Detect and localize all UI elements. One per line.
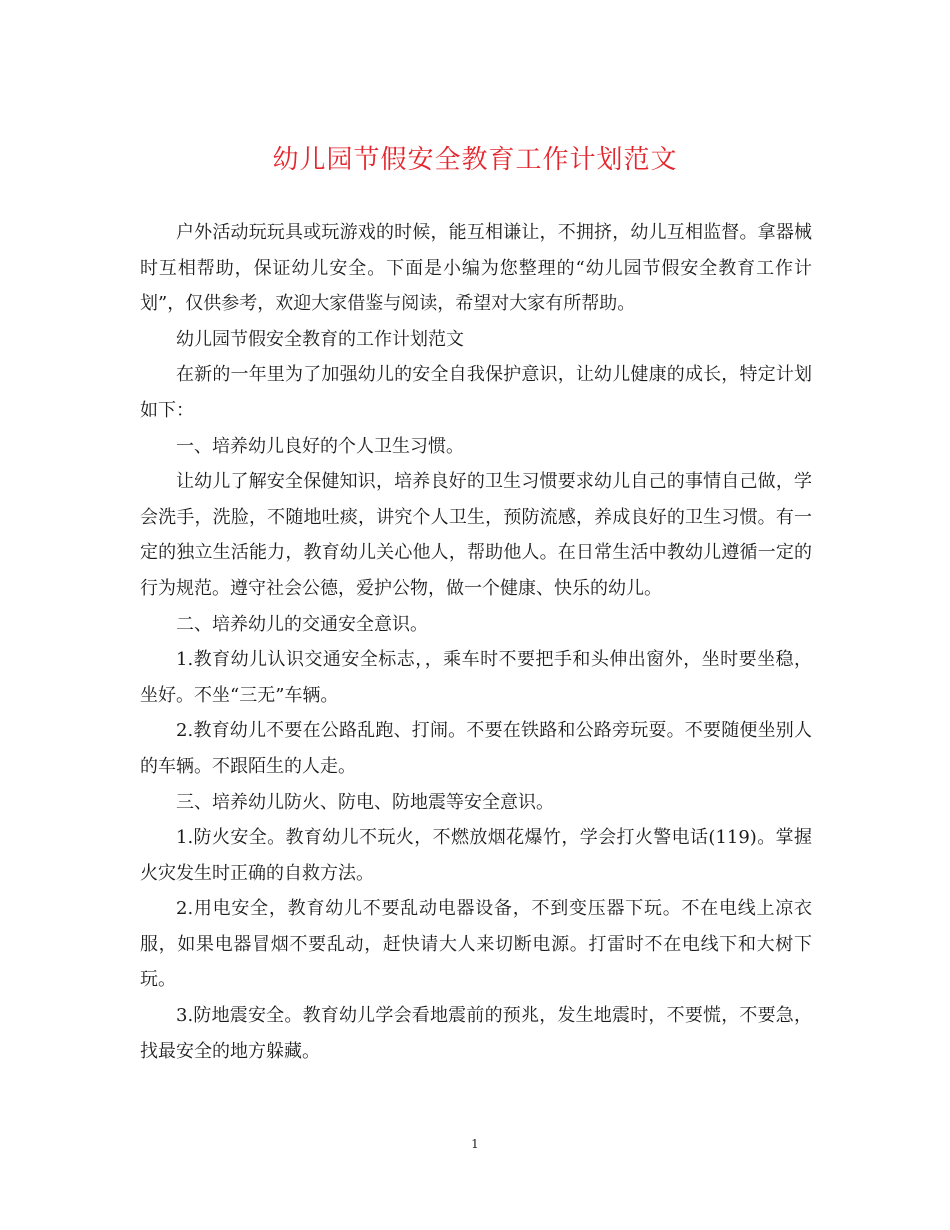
document-body — [140, 215, 812, 1069]
section-heading-traffic: 二、培养幼儿的交通安全意识。 — [176, 613, 428, 635]
paragraph-subtitle: 幼儿园节假安全教育的工作计划范文 — [176, 328, 464, 350]
section-heading-hygiene: 一、培养幼儿良好的个人卫生习惯。 — [176, 435, 464, 457]
page-number: 1 — [471, 1137, 479, 1151]
document-title: 幼儿园节假安全教育工作计划范文 — [272, 145, 678, 175]
paragraph-traffic-1: 1.教育幼儿认识交通安全标志，，乘车时不要把手和头伸出窗外，坐时要坐稳，坐好。不坐“三无”车辆。 — [140, 649, 812, 706]
paragraph-intro: 户外活动玩玩具或玩游戏的时候，能互相谦让，不拥挤，幼儿互相监督。拿器械时互相帮助，保证幼儿安全。下面是小编为您整理的“幼儿园节假安全教育工作计划”，仅供参考，欢迎大家借鉴与阅读，希望对大家有所帮助。 — [140, 222, 812, 315]
paragraph-earthquake-safety: 3.防地震安全。教育幼儿学会看地震前的预兆，发生地震时，不要慌，不要急，找最安全的地方躲藏。 — [140, 1005, 812, 1062]
section-heading-fire-electric-earthquake: 三、培养幼儿防火、防电、防地震等安全意识。 — [176, 791, 554, 813]
paragraph-plan-intro: 在新的一年里为了加强幼儿的安全自我保护意识，让幼儿健康的成长，特定计划如下： — [140, 364, 812, 421]
paragraph-traffic-2: 2.教育幼儿不要在公路乱跑、打闹。不要在铁路和公路旁玩耍。不要随便坐别人的车辆。不跟陌生的人走。 — [140, 720, 812, 777]
paragraph-fire-safety: 1.防火安全。教育幼儿不玩火，不燃放烟花爆竹，学会打火警电话(119)。掌握火灾发生时正确的自救方法。 — [140, 827, 812, 884]
paragraph-hygiene: 让幼儿了解安全保健知识，培养良好的卫生习惯要求幼儿自己的事情自己做，学会洗手，洗脸，不随地吐痰，讲究个人卫生，预防流感，养成良好的卫生习惯。有一定的独立生活能力，教育幼儿关心他人，帮助他人。在日常生活中教幼儿遵循一定的行为规范。遵守社会公德，爱护公物，做一个健康、快乐的幼儿。 — [140, 471, 812, 599]
paragraph-electric-safety: 2.用电安全，教育幼儿不要乱动电器设备，不到变压器下玩。不在电线上凉衣服，如果电器冒烟不要乱动，赶快请大人来切断电源。打雷时不在电线下和大树下玩。 — [140, 898, 812, 991]
